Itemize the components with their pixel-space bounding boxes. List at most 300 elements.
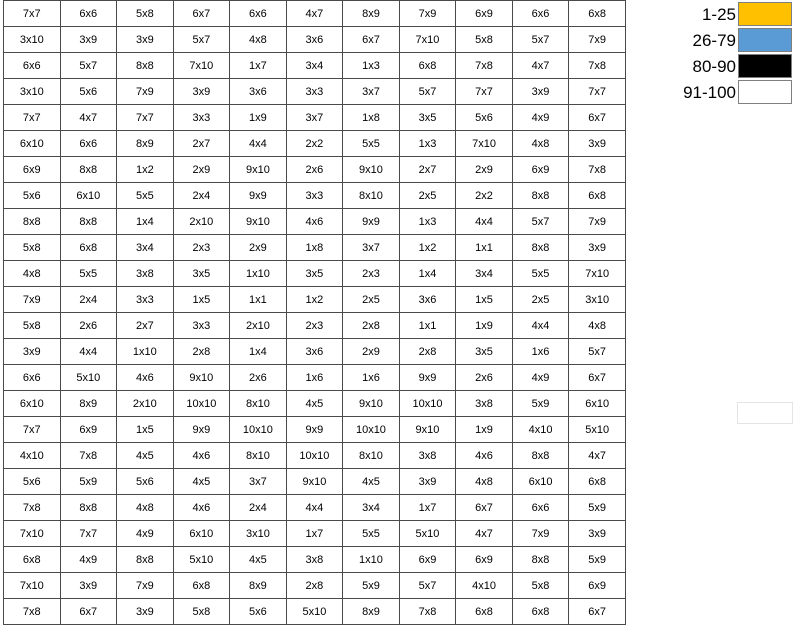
grid-cell[interactable]: 2x4: [173, 183, 230, 209]
grid-cell[interactable]: 7x10: [399, 27, 456, 53]
grid-cell[interactable]: 1x5: [173, 287, 230, 313]
grid-cell[interactable]: 1x2: [286, 287, 343, 313]
grid-cell[interactable]: 3x5: [456, 339, 513, 365]
grid-cell[interactable]: 4x8: [230, 27, 287, 53]
grid-cell[interactable]: 6x8: [456, 599, 513, 625]
grid-cell[interactable]: 6x6: [512, 1, 569, 27]
grid-cell[interactable]: 8x9: [117, 131, 174, 157]
grid-cell[interactable]: 6x7: [569, 599, 626, 625]
grid-cell[interactable]: 1x8: [343, 105, 400, 131]
grid-cell[interactable]: 3x6: [286, 339, 343, 365]
grid-cell[interactable]: 4x4: [512, 313, 569, 339]
grid-cell[interactable]: 7x9: [117, 573, 174, 599]
grid-cell[interactable]: 1x5: [117, 417, 174, 443]
grid-cell[interactable]: 3x9: [569, 235, 626, 261]
legend-item: [680, 2, 794, 27]
grid-cell[interactable]: 5x9: [343, 573, 400, 599]
grid-cell[interactable]: 6x9: [456, 1, 513, 27]
grid-cell[interactable]: 3x7: [230, 469, 287, 495]
grid-cell[interactable]: 3x6: [230, 79, 287, 105]
grid-cell[interactable]: 4x6: [173, 443, 230, 469]
grid-cell[interactable]: 1x7: [230, 53, 287, 79]
grid-cell[interactable]: 8x9: [230, 573, 287, 599]
grid-cell[interactable]: 1x10: [230, 261, 287, 287]
grid-cell[interactable]: 2x10: [230, 313, 287, 339]
grid-cell[interactable]: 6x6: [512, 495, 569, 521]
grid-cell[interactable]: 6x6: [230, 1, 287, 27]
grid-cell[interactable]: 5x9: [512, 391, 569, 417]
grid-cell[interactable]: 10x10: [230, 417, 287, 443]
grid-cell[interactable]: 1x7: [399, 495, 456, 521]
grid-cell[interactable]: 2x9: [343, 339, 400, 365]
grid-cell[interactable]: 9x10: [343, 391, 400, 417]
grid-cell[interactable]: 8x8: [60, 495, 117, 521]
grid-cell[interactable]: 2x6: [286, 157, 343, 183]
grid-cell[interactable]: 4x7: [456, 521, 513, 547]
grid-cell[interactable]: 6x7: [343, 27, 400, 53]
grid-cell[interactable]: 5x10: [399, 521, 456, 547]
color-legend: [680, 2, 794, 106]
grid-cell[interactable]: 4x7: [569, 443, 626, 469]
grid-row: [4, 27, 626, 53]
grid-cell[interactable]: 6x10: [173, 521, 230, 547]
grid-cell[interactable]: 4x5: [343, 469, 400, 495]
grid-cell[interactable]: 6x6: [60, 1, 117, 27]
multiplication-grid: [3, 0, 626, 625]
grid-cell[interactable]: 2x2: [286, 131, 343, 157]
grid-cell[interactable]: 3x6: [286, 27, 343, 53]
grid-row: [4, 469, 626, 495]
grid-cell[interactable]: 6x8: [569, 1, 626, 27]
grid-cell[interactable]: 3x4: [456, 261, 513, 287]
grid-cell[interactable]: 1x3: [343, 53, 400, 79]
grid-cell[interactable]: 6x9: [4, 157, 61, 183]
grid-cell[interactable]: 2x6: [456, 365, 513, 391]
grid-cell[interactable]: 1x4: [117, 209, 174, 235]
grid-cell[interactable]: 7x9: [569, 209, 626, 235]
grid-cell[interactable]: 7x8: [399, 599, 456, 625]
grid-cell[interactable]: 4x8: [569, 313, 626, 339]
grid-cell[interactable]: 3x3: [117, 287, 174, 313]
grid-row: [4, 365, 626, 391]
grid-cell[interactable]: 3x4: [286, 53, 343, 79]
legend-swatch: [738, 80, 792, 104]
grid-cell[interactable]: 2x5: [512, 287, 569, 313]
grid-cell[interactable]: 2x3: [173, 235, 230, 261]
grid-cell[interactable]: 4x9: [60, 547, 117, 573]
grid-cell[interactable]: 4x4: [286, 495, 343, 521]
grid-cell[interactable]: 7x7: [4, 1, 61, 27]
grid-row: [4, 599, 626, 625]
grid-cell[interactable]: 5x8: [117, 1, 174, 27]
grid-cell[interactable]: 1x2: [399, 235, 456, 261]
grid-cell[interactable]: 4x6: [286, 209, 343, 235]
grid-cell[interactable]: 5x7: [399, 573, 456, 599]
grid-cell[interactable]: 3x8: [456, 391, 513, 417]
grid-cell[interactable]: 4x5: [230, 547, 287, 573]
grid-cell[interactable]: 3x8: [117, 261, 174, 287]
grid-cell[interactable]: 4x10: [4, 443, 61, 469]
grid-cell[interactable]: 5x5: [60, 261, 117, 287]
grid-cell[interactable]: 5x6: [117, 469, 174, 495]
grid-cell[interactable]: 5x6: [4, 183, 61, 209]
grid-cell[interactable]: 1x3: [399, 131, 456, 157]
grid-cell[interactable]: 7x7: [117, 105, 174, 131]
grid-cell[interactable]: 3x5: [173, 261, 230, 287]
grid-cell[interactable]: 1x1: [230, 287, 287, 313]
grid-cell[interactable]: 1x6: [286, 365, 343, 391]
grid-cell[interactable]: 4x5: [173, 469, 230, 495]
grid-cell[interactable]: 5x6: [60, 79, 117, 105]
grid-cell[interactable]: 7x7: [569, 79, 626, 105]
grid-cell[interactable]: 1x1: [399, 313, 456, 339]
grid-row: [4, 547, 626, 573]
grid-cell[interactable]: 1x9: [230, 105, 287, 131]
legend-label: 80-90: [692, 57, 736, 76]
grid-cell[interactable]: 2x8: [173, 339, 230, 365]
grid-cell[interactable]: 7x9: [4, 287, 61, 313]
grid-row: [4, 209, 626, 235]
grid-cell[interactable]: 7x10: [4, 573, 61, 599]
grid-cell[interactable]: 5x8: [173, 599, 230, 625]
grid-cell[interactable]: 4x9: [512, 365, 569, 391]
grid-cell[interactable]: 5x10: [173, 547, 230, 573]
grid-cell[interactable]: 6x8: [512, 599, 569, 625]
legend-swatch: [738, 2, 792, 26]
grid-row: [4, 1, 626, 27]
grid-cell[interactable]: 8x8: [60, 209, 117, 235]
grid-row: [4, 443, 626, 469]
grid-cell[interactable]: 7x8: [569, 157, 626, 183]
grid-cell[interactable]: 3x10: [4, 27, 61, 53]
grid-cell[interactable]: 3x10: [230, 521, 287, 547]
grid-cell[interactable]: 8x10: [230, 443, 287, 469]
grid-cell[interactable]: 2x7: [173, 131, 230, 157]
grid-cell[interactable]: 6x9: [60, 417, 117, 443]
grid-cell[interactable]: 8x8: [512, 547, 569, 573]
grid-cell[interactable]: 3x6: [399, 287, 456, 313]
grid-cell[interactable]: 8x10: [230, 391, 287, 417]
grid-cell[interactable]: 3x9: [60, 27, 117, 53]
grid-cell[interactable]: 2x6: [60, 313, 117, 339]
grid-cell[interactable]: 6x8: [173, 573, 230, 599]
grid-cell[interactable]: 9x10: [173, 365, 230, 391]
grid-cell[interactable]: 1x8: [286, 235, 343, 261]
grid-cell[interactable]: 4x6: [456, 443, 513, 469]
grid-cell[interactable]: 7x10: [569, 261, 626, 287]
grid-cell[interactable]: 9x10: [286, 469, 343, 495]
grid-cell[interactable]: 8x8: [60, 157, 117, 183]
grid-cell[interactable]: 5x10: [286, 599, 343, 625]
grid-cell[interactable]: 3x5: [286, 261, 343, 287]
grid-cell[interactable]: 4x8: [117, 495, 174, 521]
grid-cell[interactable]: 4x10: [456, 573, 513, 599]
grid-cell[interactable]: 9x10: [399, 417, 456, 443]
grid-cell[interactable]: 4x7: [60, 105, 117, 131]
grid-cell[interactable]: 3x9: [569, 521, 626, 547]
grid-cell[interactable]: 10x10: [399, 391, 456, 417]
grid-cell[interactable]: 5x8: [512, 573, 569, 599]
grid-cell[interactable]: 9x9: [343, 209, 400, 235]
grid-cell[interactable]: 10x10: [286, 443, 343, 469]
grid-row: [4, 417, 626, 443]
grid-cell[interactable]: 6x10: [569, 391, 626, 417]
grid-cell[interactable]: 6x9: [456, 547, 513, 573]
grid-cell[interactable]: 6x8: [60, 235, 117, 261]
grid-cell[interactable]: 8x9: [343, 599, 400, 625]
grid-cell[interactable]: 3x9: [117, 27, 174, 53]
grid-cell[interactable]: 1x2: [117, 157, 174, 183]
grid-cell[interactable]: 1x3: [399, 209, 456, 235]
grid-cell[interactable]: 8x8: [117, 53, 174, 79]
grid-cell[interactable]: 5x7: [512, 209, 569, 235]
grid-cell[interactable]: 1x4: [399, 261, 456, 287]
grid-cell[interactable]: 1x10: [343, 547, 400, 573]
grid-cell[interactable]: 2x3: [343, 261, 400, 287]
grid-cell[interactable]: 7x7: [60, 521, 117, 547]
grid-cell[interactable]: 2x5: [343, 287, 400, 313]
grid-cell[interactable]: 3x9: [60, 573, 117, 599]
grid-cell[interactable]: 5x5: [117, 183, 174, 209]
grid-cell[interactable]: 3x8: [286, 547, 343, 573]
grid-row: [4, 157, 626, 183]
grid-cell[interactable]: 3x8: [399, 443, 456, 469]
grid-cell[interactable]: 6x7: [569, 105, 626, 131]
grid-cell[interactable]: 5x9: [60, 469, 117, 495]
grid-cell[interactable]: 4x10: [512, 417, 569, 443]
grid-cell[interactable]: 5x7: [512, 27, 569, 53]
grid-cell[interactable]: 6x6: [4, 53, 61, 79]
grid-cell[interactable]: 3x9: [399, 469, 456, 495]
grid-row: [4, 183, 626, 209]
grid-cell[interactable]: 4x6: [117, 365, 174, 391]
grid-cell[interactable]: 4x5: [286, 391, 343, 417]
grid-row: [4, 105, 626, 131]
grid-cell[interactable]: 3x4: [117, 235, 174, 261]
grid-cell[interactable]: 1x6: [343, 365, 400, 391]
grid-cell[interactable]: 2x8: [399, 339, 456, 365]
grid-row: [4, 391, 626, 417]
grid-cell[interactable]: 2x5: [399, 183, 456, 209]
grid-cell[interactable]: 3x9: [117, 599, 174, 625]
grid-cell[interactable]: 5x10: [60, 365, 117, 391]
grid-cell[interactable]: 2x10: [117, 391, 174, 417]
grid-cell[interactable]: 1x9: [456, 417, 513, 443]
grid-cell[interactable]: 2x2: [456, 183, 513, 209]
grid-cell[interactable]: 2x3: [286, 313, 343, 339]
grid-cell[interactable]: 8x8: [512, 443, 569, 469]
grid-row: [4, 495, 626, 521]
grid-cell[interactable]: 2x9: [456, 157, 513, 183]
grid-cell[interactable]: 3x3: [286, 183, 343, 209]
grid-cell[interactable]: 9x10: [230, 157, 287, 183]
grid-row: [4, 287, 626, 313]
grid-cell[interactable]: 3x10: [4, 79, 61, 105]
grid-cell[interactable]: 7x8: [569, 53, 626, 79]
grid-cell[interactable]: 7x10: [4, 521, 61, 547]
grid-cell[interactable]: 2x10: [173, 209, 230, 235]
grid-cell[interactable]: 6x6: [60, 131, 117, 157]
grid-cell[interactable]: 6x10: [512, 469, 569, 495]
grid-cell[interactable]: 8x8: [4, 209, 61, 235]
grid-cell[interactable]: 7x7: [4, 417, 61, 443]
empty-cell: [737, 402, 793, 424]
grid-cell[interactable]: 5x10: [569, 417, 626, 443]
grid-row: [4, 261, 626, 287]
grid-cell[interactable]: 7x8: [60, 443, 117, 469]
grid-cell[interactable]: 9x9: [286, 417, 343, 443]
grid-cell[interactable]: 6x7: [173, 1, 230, 27]
grid-cell[interactable]: 5x5: [512, 261, 569, 287]
grid-cell[interactable]: 3x9: [173, 79, 230, 105]
grid-cell[interactable]: 1x1: [456, 235, 513, 261]
grid-row: [4, 573, 626, 599]
grid-cell[interactable]: 4x4: [230, 131, 287, 157]
grid-cell[interactable]: 3x7: [343, 235, 400, 261]
grid-cell[interactable]: 1x6: [512, 339, 569, 365]
grid-cell[interactable]: 3x3: [286, 79, 343, 105]
grid-cell[interactable]: 6x8: [569, 469, 626, 495]
grid-row: [4, 521, 626, 547]
grid-cell[interactable]: 5x5: [343, 131, 400, 157]
grid-cell[interactable]: 2x7: [117, 313, 174, 339]
grid-cell[interactable]: 1x7: [286, 521, 343, 547]
grid-cell[interactable]: 2x8: [343, 313, 400, 339]
grid-row: [4, 235, 626, 261]
grid-cell[interactable]: 5x9: [569, 495, 626, 521]
grid-cell[interactable]: 4x7: [512, 53, 569, 79]
grid-cell[interactable]: 1x5: [456, 287, 513, 313]
grid-cell[interactable]: 4x7: [286, 1, 343, 27]
grid-cell[interactable]: 9x10: [343, 157, 400, 183]
grid-cell[interactable]: 3x3: [173, 313, 230, 339]
grid-cell[interactable]: 3x7: [286, 105, 343, 131]
grid-cell[interactable]: 7x10: [173, 53, 230, 79]
grid-cell[interactable]: 5x8: [456, 27, 513, 53]
grid-cell[interactable]: 4x4: [456, 209, 513, 235]
grid-cell[interactable]: 6x10: [4, 131, 61, 157]
legend-label: 91-100: [683, 83, 736, 102]
grid-cell[interactable]: 9x9: [173, 417, 230, 443]
grid-cell[interactable]: 6x7: [60, 599, 117, 625]
grid-cell[interactable]: 6x8: [4, 547, 61, 573]
grid-cell[interactable]: 2x4: [230, 495, 287, 521]
grid-cell[interactable]: 4x9: [512, 105, 569, 131]
grid-cell[interactable]: 5x5: [343, 521, 400, 547]
grid-cell[interactable]: 6x6: [4, 365, 61, 391]
grid-cell[interactable]: 7x9: [117, 79, 174, 105]
grid-cell[interactable]: 4x5: [117, 443, 174, 469]
legend-item: [680, 54, 794, 79]
grid-cell[interactable]: 2x4: [60, 287, 117, 313]
grid-cell[interactable]: 8x8: [117, 547, 174, 573]
grid-cell[interactable]: 6x10: [4, 391, 61, 417]
grid-cell[interactable]: 9x9: [230, 183, 287, 209]
grid-cell[interactable]: 10x10: [173, 391, 230, 417]
grid-cell[interactable]: 4x4: [60, 339, 117, 365]
grid-cell[interactable]: 7x7: [456, 79, 513, 105]
grid-cell[interactable]: 4x9: [117, 521, 174, 547]
grid-cell[interactable]: 6x9: [399, 547, 456, 573]
legend-item: [680, 80, 794, 105]
grid-cell[interactable]: 6x7: [569, 365, 626, 391]
grid-cell[interactable]: 8x10: [343, 183, 400, 209]
grid-cell[interactable]: 3x5: [399, 105, 456, 131]
grid-cell[interactable]: 4x8: [4, 261, 61, 287]
grid-row: [4, 313, 626, 339]
grid-cell[interactable]: 9x10: [230, 209, 287, 235]
grid-cell[interactable]: 6x8: [569, 183, 626, 209]
grid-cell[interactable]: 7x9: [569, 27, 626, 53]
grid-cell[interactable]: 1x10: [117, 339, 174, 365]
grid-cell[interactable]: 8x9: [60, 391, 117, 417]
grid-cell[interactable]: 5x8: [4, 235, 61, 261]
grid-cell[interactable]: 3x9: [4, 339, 61, 365]
grid-cell[interactable]: 7x9: [399, 1, 456, 27]
grid-cell[interactable]: 2x9: [173, 157, 230, 183]
grid-cell[interactable]: 5x6: [456, 105, 513, 131]
grid-cell[interactable]: 2x8: [286, 573, 343, 599]
grid-cell[interactable]: 3x7: [343, 79, 400, 105]
grid-cell[interactable]: 7x8: [456, 53, 513, 79]
legend-swatch: [738, 54, 792, 78]
grid-cell[interactable]: 3x9: [512, 79, 569, 105]
grid-cell[interactable]: 6x9: [512, 157, 569, 183]
grid-cell[interactable]: 6x9: [569, 573, 626, 599]
legend-swatch: [738, 28, 792, 52]
grid-cell[interactable]: 5x6: [4, 469, 61, 495]
grid-cell[interactable]: 8x8: [512, 235, 569, 261]
grid-cell[interactable]: 7x10: [456, 131, 513, 157]
legend-item: [680, 28, 794, 53]
grid-cell[interactable]: 6x8: [399, 53, 456, 79]
grid-cell[interactable]: 7x8: [4, 495, 61, 521]
grid-cell[interactable]: 9x9: [399, 365, 456, 391]
grid-row: [4, 131, 626, 157]
grid-cell[interactable]: 5x7: [173, 27, 230, 53]
grid-cell[interactable]: 1x4: [230, 339, 287, 365]
grid-cell[interactable]: 7x9: [512, 521, 569, 547]
grid-cell[interactable]: 4x8: [456, 469, 513, 495]
grid-cell[interactable]: 3x9: [569, 131, 626, 157]
grid-cell[interactable]: 5x7: [60, 53, 117, 79]
grid-cell[interactable]: 5x7: [569, 339, 626, 365]
grid-cell[interactable]: 5x9: [569, 547, 626, 573]
grid-cell[interactable]: 4x6: [173, 495, 230, 521]
grid-cell[interactable]: 6x10: [60, 183, 117, 209]
grid-cell[interactable]: 2x6: [230, 365, 287, 391]
grid-cell[interactable]: 8x10: [343, 443, 400, 469]
grid-cell[interactable]: 7x7: [4, 105, 61, 131]
grid-cell[interactable]: 2x7: [399, 157, 456, 183]
grid-cell[interactable]: 5x8: [4, 313, 61, 339]
grid-cell[interactable]: 5x7: [399, 79, 456, 105]
grid-cell[interactable]: 7x8: [4, 599, 61, 625]
grid-row: [4, 79, 626, 105]
grid-cell[interactable]: 8x8: [512, 183, 569, 209]
grid-cell[interactable]: 2x9: [230, 235, 287, 261]
grid-cell[interactable]: 1x9: [456, 313, 513, 339]
grid-cell[interactable]: 8x9: [343, 1, 400, 27]
grid-cell[interactable]: 3x3: [173, 105, 230, 131]
grid-cell[interactable]: 5x6: [230, 599, 287, 625]
grid-cell[interactable]: 10x10: [343, 417, 400, 443]
grid-cell[interactable]: 6x7: [456, 495, 513, 521]
grid-cell[interactable]: 4x8: [512, 131, 569, 157]
grid-cell[interactable]: 3x4: [343, 495, 400, 521]
grid-row: [4, 339, 626, 365]
grid-cell[interactable]: 3x10: [569, 287, 626, 313]
